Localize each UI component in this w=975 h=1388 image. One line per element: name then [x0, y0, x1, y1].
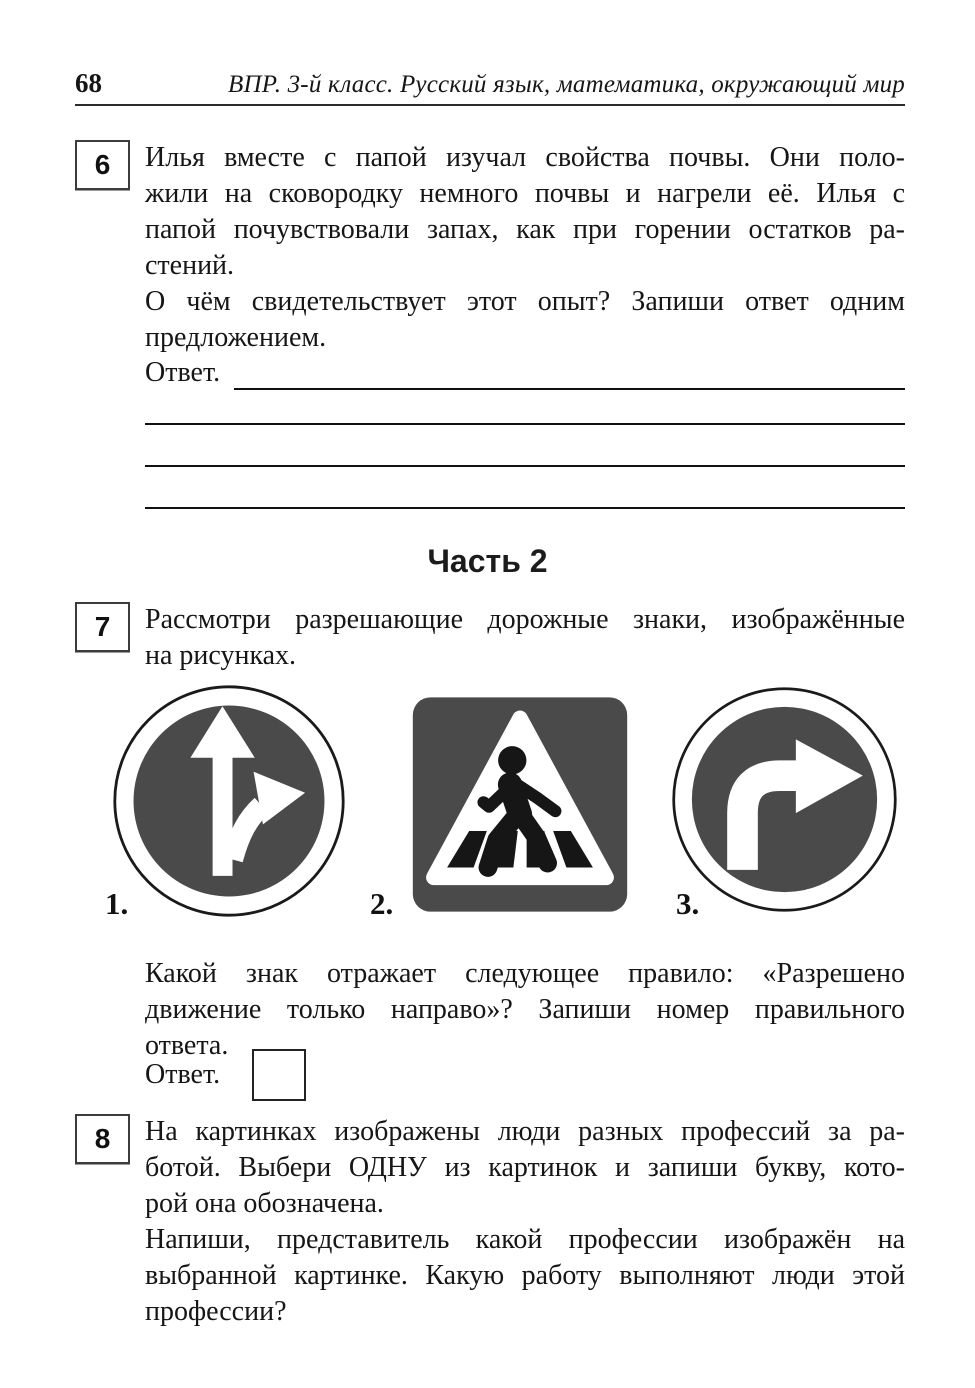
pedestrian-crossing-sign-icon: [408, 694, 632, 915]
task-7-question-line: Какой знак отражает следующее правило: «Разрешено: [145, 958, 905, 989]
task-7-question-line: движение только направо»? Запиши номер правильного: [145, 994, 905, 1025]
task-6-text: [145, 140, 905, 356]
task-8-line: На картинках изображены люди разных профессий за ра-: [145, 1116, 905, 1147]
sign-label-3: 3.: [676, 886, 700, 921]
answer-label: Ответ.: [145, 1059, 221, 1090]
task-7-line: на рисунках.: [145, 640, 297, 671]
answer-write-line[interactable]: [145, 507, 905, 509]
answer-label: Ответ.: [145, 357, 221, 388]
task-8-line: рой она обозначена.: [145, 1188, 384, 1219]
task-8: [75, 1114, 905, 1330]
task-8-line: выбранной картинке. Какую работу выполняют люди этой: [145, 1260, 905, 1291]
task-7-answer-row: [145, 1048, 306, 1102]
task-6-line: жили на сковородку немного почвы и нагрели её. Илья с: [145, 178, 905, 209]
running-title: ВПР. 3-й класс. Русский язык, математика, окружающий мир: [228, 71, 905, 98]
sign-label-2: 2.: [370, 886, 394, 921]
page-number: 68: [75, 68, 102, 98]
sign-label-1: 1.: [105, 886, 129, 921]
task-8-line: Напиши, представитель какой профессии изображён на: [145, 1224, 905, 1255]
task-6-line: Илья вместе с папой изучал свойства почвы. Они поло-: [145, 142, 905, 173]
task-6-number-box: 6: [75, 140, 130, 190]
task-8-line: ботой. Выбери ОДНУ из картинок и запиши букву, кото-: [145, 1152, 905, 1183]
task-7-text: [145, 602, 905, 674]
task-8-line: профессии?: [145, 1296, 287, 1327]
page-header: [75, 68, 905, 99]
task-6-line: предложением.: [145, 322, 327, 353]
part-2-heading: Часть 2: [427, 543, 548, 579]
answer-box[interactable]: [252, 1049, 306, 1101]
task-6-line: О чём свидетельствует этот опыт? Запиши ответ одним: [145, 286, 905, 317]
task-7-line: Рассмотри разрешающие дорожные знаки, изображённые: [145, 604, 905, 635]
task-6: [75, 140, 905, 356]
task-8-text: [145, 1114, 905, 1330]
task-8-number-box: 8: [75, 1114, 130, 1164]
task-7: [75, 602, 905, 674]
answer-write-line[interactable]: [145, 465, 905, 467]
header-rule: [75, 104, 905, 106]
answer-write-line[interactable]: [234, 358, 905, 390]
task-6-line: стений.: [145, 250, 235, 281]
task-6-line: папой почувствовали запах, как при горении остатков ра-: [145, 214, 905, 245]
task-7-question-line: ответа.: [145, 1030, 229, 1061]
straight-or-right-arrow-sign-icon: [112, 684, 346, 918]
turn-right-arrow-sign-icon: [671, 683, 898, 916]
task-7-number-box: 7: [75, 602, 130, 652]
task-6-answer-row: [145, 356, 905, 390]
answer-write-line[interactable]: [145, 423, 905, 425]
